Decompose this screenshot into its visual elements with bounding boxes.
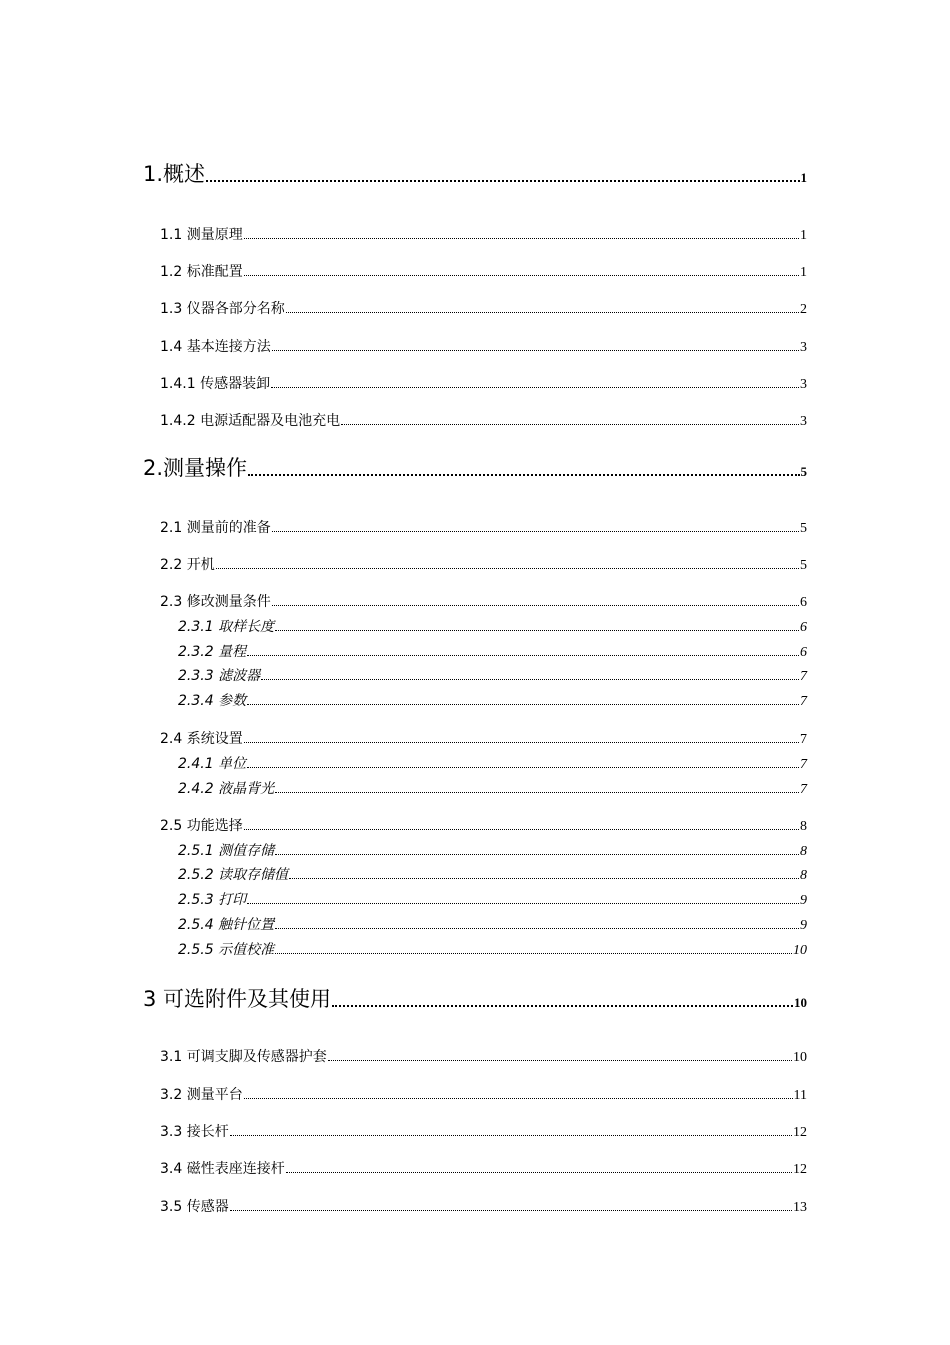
toc-entry-label: 2.5.4 触针位置 [178, 917, 275, 933]
toc-entry-1-3[interactable] [160, 298, 807, 318]
toc-entry-label: 2.3 修改测量条件 [160, 594, 271, 610]
toc-page-number: 8 [800, 819, 807, 834]
toc-entry-2-5-5[interactable] [178, 939, 807, 959]
toc-page-number: 6 [800, 645, 807, 660]
toc-entry-2-3-3[interactable] [178, 665, 807, 685]
toc-page-number: 6 [800, 620, 807, 635]
toc-entry-label: 2.5.1 测值存储 [178, 843, 275, 859]
toc-entry-label: 3.3 接长杆 [160, 1124, 229, 1140]
toc-leader [244, 275, 799, 276]
toc-entry-3-4[interactable] [160, 1158, 807, 1178]
toc-leader [289, 878, 799, 879]
toc-leader [247, 704, 799, 705]
toc-entry-label: 2.4.1 单位 [178, 756, 247, 772]
toc-entry-label: 2.1 测量前的准备 [160, 520, 271, 536]
toc-leader [230, 1135, 792, 1136]
toc-entry-label: 3.1 可调支脚及传感器护套 [160, 1049, 327, 1065]
toc-entry-3[interactable] [143, 983, 807, 1013]
toc-page-number: 3 [800, 340, 807, 355]
toc-leader [275, 854, 799, 855]
toc-page-number: 11 [793, 1088, 807, 1103]
toc-entry-2-5-4[interactable] [178, 914, 807, 934]
toc-page-number: 1 [800, 170, 807, 185]
toc-entry-2[interactable] [143, 452, 807, 482]
toc-page-number: 12 [793, 1162, 807, 1177]
toc-entry-label: 2.3.1 取样长度 [178, 619, 275, 635]
toc-leader [247, 655, 799, 656]
toc-leader [272, 605, 799, 606]
toc-entry-label: 2.3.2 量程 [178, 644, 247, 660]
toc-page-number: 6 [800, 595, 807, 610]
toc-entry-label: 2.3.3 滤波器 [178, 668, 261, 684]
toc-entry-2-5-3[interactable] [178, 889, 807, 909]
toc-entry-label: 2.4 系统设置 [160, 731, 243, 747]
toc-entry-label: 1.4.2 电源适配器及电池充电 [160, 413, 341, 429]
toc-page-number: 9 [800, 918, 807, 933]
toc-page-number: 7 [800, 757, 807, 772]
toc-page-number: 7 [800, 669, 807, 684]
toc-leader [247, 767, 799, 768]
toc-page-number: 9 [800, 893, 807, 908]
toc-entry-label: 2.测量操作 [143, 456, 248, 480]
toc-entry-2-4-1[interactable] [178, 753, 807, 773]
toc-page-number: 2 [800, 302, 807, 317]
toc-leader [244, 742, 799, 743]
toc-leader [272, 350, 799, 351]
toc-leader [286, 312, 799, 313]
toc-entry-3-1[interactable] [160, 1046, 807, 1066]
toc-page-number: 7 [800, 694, 807, 709]
toc-entry-2-1[interactable] [160, 517, 807, 537]
toc-page-number: 5 [800, 464, 807, 479]
toc-entry-label: 1.概述 [143, 162, 206, 186]
toc-page-number: 7 [800, 782, 807, 797]
toc-entry-2-3-1[interactable] [178, 616, 807, 636]
toc-entry-2-5-2[interactable] [178, 864, 807, 884]
toc-leader [275, 630, 799, 631]
toc-page-number: 3 [800, 377, 807, 392]
toc-entry-1-4-2[interactable] [160, 410, 807, 430]
toc-entry-label: 2.5.3 打印 [178, 892, 247, 908]
toc-entry-label: 1.3 仪器各部分名称 [160, 301, 285, 317]
toc-page-number: 3 [800, 414, 807, 429]
toc-entry-2-5[interactable] [160, 815, 807, 835]
toc-leader [206, 180, 799, 182]
toc-leader [247, 903, 799, 904]
toc-entry-label: 2.2 开机 [160, 557, 215, 573]
toc-page-number: 12 [793, 1125, 807, 1140]
toc-leader [332, 1005, 793, 1007]
toc-entry-2-3-2[interactable] [178, 641, 807, 661]
toc-entry-3-2[interactable] [160, 1084, 807, 1104]
toc-entry-1-4[interactable] [160, 336, 807, 356]
toc-page-number: 13 [793, 1200, 807, 1215]
toc-page-number: 5 [800, 521, 807, 536]
toc-leader [275, 928, 799, 929]
toc-entry-label: 2.5.5 示值校准 [178, 942, 275, 958]
toc-page-number: 5 [800, 558, 807, 573]
toc-entry-2-4[interactable] [160, 728, 807, 748]
toc-entry-2-5-1[interactable] [178, 840, 807, 860]
toc-page-number: 10 [793, 1050, 807, 1065]
toc-page-number: 10 [793, 943, 807, 958]
toc-entry-label: 1.1 测量原理 [160, 227, 243, 243]
toc-page-number: 8 [800, 844, 807, 859]
toc-leader [328, 1060, 792, 1061]
toc-entry-2-3-4[interactable] [178, 690, 807, 710]
toc-leader [244, 238, 799, 239]
toc-entry-label: 3.4 磁性表座连接杆 [160, 1161, 285, 1177]
toc-entry-label: 1.4.1 传感器装卸 [160, 376, 271, 392]
toc-leader [275, 953, 792, 954]
toc-page-number: 1 [800, 228, 807, 243]
toc-entry-1-2[interactable] [160, 261, 807, 281]
toc-leader [271, 387, 799, 388]
toc-entry-label: 1.4 基本连接方法 [160, 339, 271, 355]
toc-entry-label: 3.2 测量平台 [160, 1087, 243, 1103]
toc-page-number: 10 [794, 995, 807, 1010]
toc-entry-label: 3.5 传感器 [160, 1199, 229, 1215]
toc-page-number: 8 [800, 868, 807, 883]
toc-entry-3-5[interactable] [160, 1196, 807, 1216]
toc-page-number: 1 [800, 265, 807, 280]
toc-entry-1-4-1[interactable] [160, 373, 807, 393]
toc-entry-3-3[interactable] [160, 1121, 807, 1141]
toc-leader [261, 679, 799, 680]
toc-entry-label: 2.5 功能选择 [160, 818, 243, 834]
toc-leader [286, 1172, 792, 1173]
toc-entry-label: 1.2 标准配置 [160, 264, 243, 280]
toc-entry-2-4-2[interactable] [178, 778, 807, 798]
toc-leader [216, 568, 799, 569]
toc-entry-label: 2.5.2 读取存储值 [178, 867, 289, 883]
toc-entry-label: 2.4.2 液晶背光 [178, 781, 275, 797]
toc-entry-label: 2.3.4 参数 [178, 693, 247, 709]
toc-leader [275, 792, 799, 793]
toc-leader [244, 829, 799, 830]
toc-entry-2-3[interactable] [160, 591, 807, 611]
toc-leader [248, 474, 799, 476]
toc-leader [272, 531, 799, 532]
toc-entry-2-2[interactable] [160, 554, 807, 574]
toc-entry-1[interactable] [143, 158, 807, 188]
toc-leader [244, 1098, 793, 1099]
toc-leader [341, 424, 799, 425]
toc-entry-label: 3 可选附件及其使用 [143, 987, 332, 1011]
toc-entry-1-1[interactable] [160, 224, 807, 244]
toc-leader [230, 1210, 792, 1211]
toc-page-number: 7 [800, 732, 807, 747]
